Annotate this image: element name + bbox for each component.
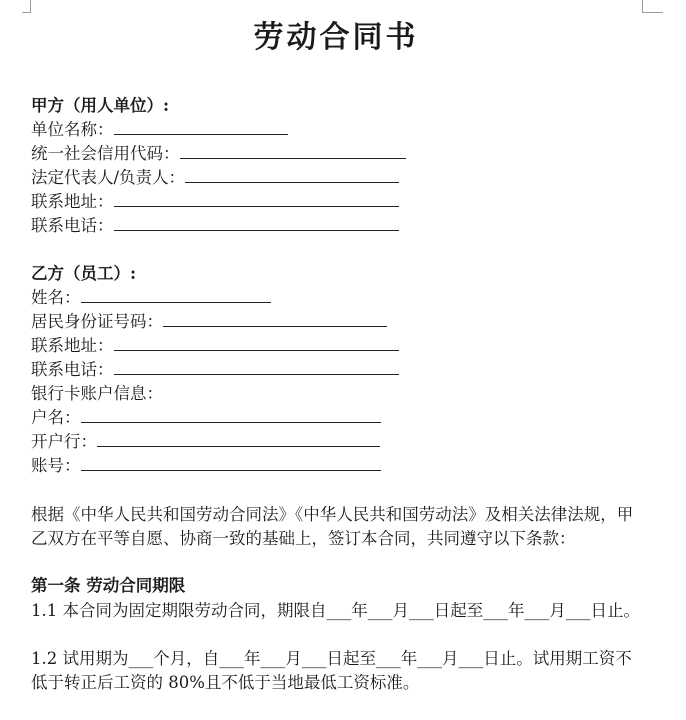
party-a-field: [31, 191, 399, 213]
field-label: 联系地址：: [31, 192, 114, 211]
field-label: 法定代表人/负责人：: [31, 168, 186, 187]
party-b-field: [31, 359, 399, 381]
party-b-field: [31, 335, 399, 357]
clause-1-1: 1.1 本合同为固定期限劳动合同，期限自___年___月___日起至___年___月___日止。: [31, 601, 640, 620]
fill-blank: [114, 216, 399, 231]
field-label: 联系电话：: [31, 360, 114, 379]
fill-blank: [81, 456, 381, 471]
fill-blank: [114, 336, 399, 351]
field-label: 户名：: [31, 408, 81, 427]
party-a-field: [31, 119, 288, 141]
party-a-field: [31, 167, 399, 189]
field-label: 联系电话：: [31, 216, 114, 235]
fill-blank: [114, 360, 399, 375]
page-corner-mark-right: [642, 0, 663, 13]
clause-1-2: 1.2 试用期为___个月，自___年___月___日起至___年___月___日止。试用期工资不低于转正后工资的 80%且不低于当地最低工资标准。: [31, 649, 632, 692]
fill-blank: [114, 120, 288, 135]
field-label: 居民身份证号码：: [31, 312, 163, 331]
page-corner-mark-left: [22, 0, 31, 13]
party-b-heading: 乙方（员工）:: [31, 264, 137, 283]
field-label: 账号：: [31, 456, 81, 475]
fill-blank: [97, 432, 380, 447]
fill-blank: [180, 144, 406, 159]
fill-blank: [81, 408, 381, 423]
field-label: 开户行：: [31, 432, 97, 451]
party-b-field: [31, 287, 271, 309]
party-a-field: [31, 143, 406, 165]
party-b-field: [31, 311, 387, 333]
field-label: 统一社会信用代码：: [31, 144, 180, 163]
article-1-heading: 第一条 劳动合同期限: [31, 576, 186, 595]
bank-info-label: 银行卡账户信息：: [31, 384, 163, 403]
party-b-field: [31, 455, 381, 477]
party-a-heading: 甲方（用人单位）:: [31, 96, 170, 115]
field-label: 单位名称：: [31, 120, 114, 139]
fill-blank: [114, 192, 399, 207]
party-b-field: [31, 431, 380, 453]
field-label: 姓名：: [31, 288, 81, 307]
fill-blank: [163, 312, 387, 327]
document-title: 劳动合同书: [253, 20, 419, 55]
party-a-field: [31, 215, 399, 237]
party-b-field: [31, 407, 381, 429]
field-label: 联系地址：: [31, 336, 114, 355]
preamble-paragraph: 根据《中华人民共和国劳动合同法》《中华人民共和国劳动法》及相关法律法规，甲乙双方在平等自愿、协商一致的基础上，签订本合同，共同遵守以下条款：: [31, 505, 634, 548]
fill-blank: [185, 168, 399, 183]
fill-blank: [81, 288, 271, 303]
